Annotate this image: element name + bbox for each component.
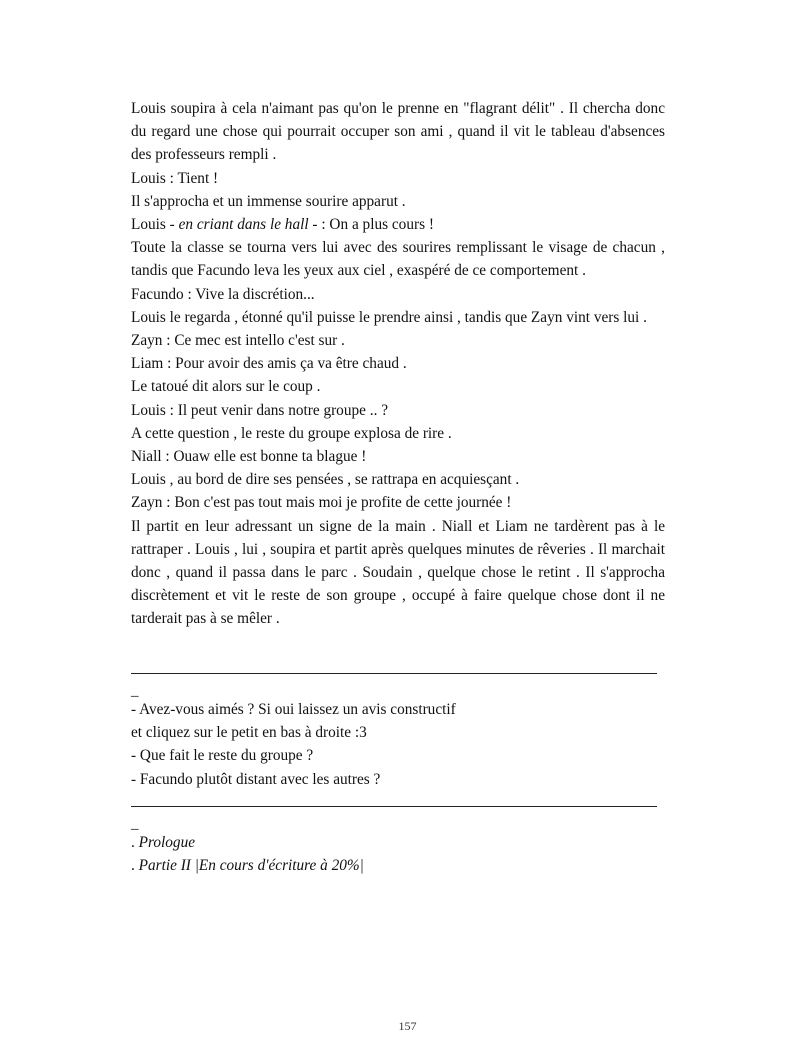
paragraph: Il partit en leur adressant un signe de la main . Niall et Liam ne tardèrent pas à le rattraper . Louis , lui , soupira et partit après quelques minutes de rêveries . Il marchait donc , quand il passa dans le parc . Soudain , quelque chose le retint . Il s'approcha discrètement et vit le reste de son groupe , occupé à faire quelque chose dont il ne tarderait pas à se mêler . <box>131 517 665 628</box>
paragraph: Louis le regarda , étonné qu'il puisse le prendre ainsi , tandis que Zayn vint vers lui . <box>131 308 647 326</box>
horizontal-rule <box>131 673 657 674</box>
speaker: Louis - <box>131 216 179 234</box>
note-line: et cliquez sur le petit en bas à droite :3 <box>131 724 367 742</box>
underscore: _ <box>131 816 139 832</box>
toc-label: Partie II |En cours d'écriture à 20%| <box>138 857 364 875</box>
narration-line: Le tatoué dit alors sur le coup . <box>131 378 321 396</box>
dialogue-line: Louis : Il peut venir dans notre groupe .. ? <box>131 401 389 419</box>
narration-line: Louis , au bord de dire ses pensées , se rattrapa en acquiesçant . <box>131 471 520 489</box>
dialogue-line: Facundo : Vive la discrétion... <box>131 285 315 303</box>
dialogue-line: Niall : Ouaw elle est bonne ta blague ! <box>131 448 367 466</box>
toc-prologue <box>131 831 665 854</box>
bullet: . <box>131 857 139 875</box>
paragraph: Toute la classe se tourna vers lui avec des sourires remplissant le visage de chacun , tandis que Facundo leva les yeux aux ciel , exaspéré de ce comportement . <box>131 239 665 280</box>
note-line: - Que fait le reste du groupe ? <box>131 747 314 765</box>
dialogue-line: Liam : Pour avoir des amis ça va être chaud . <box>131 355 407 373</box>
dialogue-line: Zayn : Ce mec est intello c'est sur . <box>131 332 345 350</box>
dialogue-line: Louis : Tient ! <box>131 169 219 187</box>
horizontal-rule <box>131 806 657 807</box>
dialogue-text: - : On a plus cours ! <box>308 216 434 234</box>
underscore: _ <box>131 683 139 699</box>
author-notes <box>131 698 665 791</box>
stage-direction: en criant dans le hall <box>178 216 309 234</box>
bullet: . <box>131 834 139 851</box>
dialogue-line: Zayn : Bon c'est pas tout mais moi je profite de cette journée ! <box>131 494 512 512</box>
toc-label: Prologue <box>138 834 196 851</box>
story-text <box>131 97 665 631</box>
toc-partie-2 <box>131 854 665 877</box>
dialogue-line <box>131 213 665 236</box>
narration-line: Il s'approcha et un immense sourire apparut . <box>131 192 406 210</box>
narration-line: A cette question , le reste du groupe explosa de rire . <box>131 424 452 442</box>
note-line: - Avez-vous aimés ? Si oui laissez un avis constructif <box>131 701 456 718</box>
note-line: - Facundo plutôt distant avec les autres ? <box>131 770 381 788</box>
table-of-contents <box>131 831 665 877</box>
paragraph: Louis soupira à cela n'aimant pas qu'on le prenne en "flagrant délit" . Il chercha donc du regard une chose qui pourrait occuper son ami , quand il vit le tableau d'absences des professeurs rempli . <box>131 100 665 164</box>
page-number: 157 <box>398 1019 417 1033</box>
